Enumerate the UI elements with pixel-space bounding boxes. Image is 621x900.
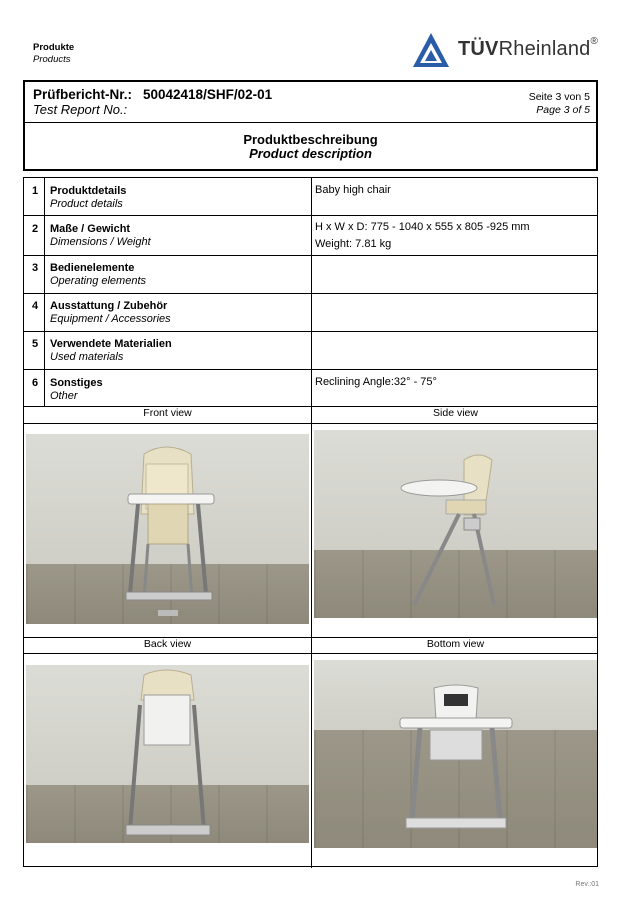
label-en: Used materials xyxy=(50,351,124,363)
row-number: 1 xyxy=(32,185,39,197)
high-chair-back-image xyxy=(26,665,309,843)
row-separator xyxy=(24,293,597,294)
label-en: Equipment / Accessories xyxy=(50,313,171,325)
row-value xyxy=(315,219,530,253)
tuv-logo xyxy=(412,32,602,68)
row-separator xyxy=(24,369,597,370)
row-label xyxy=(50,300,171,326)
row-number: 3 xyxy=(32,262,39,274)
label-en: Other xyxy=(50,390,78,402)
row-separator xyxy=(24,255,597,256)
label-en: Dimensions / Weight xyxy=(50,236,151,248)
logo-text xyxy=(458,38,598,61)
registered-mark: ® xyxy=(590,36,599,47)
report-number-label-de: Prüfbericht-Nr.: xyxy=(33,87,133,102)
report-number-row xyxy=(25,82,596,123)
row-value: Baby high chair xyxy=(315,184,391,196)
high-chair-bottom-image xyxy=(314,660,597,848)
report-header-box xyxy=(23,80,598,171)
title-en: Product description xyxy=(249,146,372,161)
row-separator xyxy=(24,423,597,424)
label-de: Maße / Gewicht xyxy=(50,223,131,235)
photo-side-view xyxy=(314,430,597,618)
row-label xyxy=(50,262,146,288)
row-separator xyxy=(24,653,597,654)
product-details-table xyxy=(23,177,598,867)
section-title-en: Products xyxy=(33,54,71,65)
row-separator xyxy=(24,215,597,216)
label-en: Operating elements xyxy=(50,275,146,287)
revision-label: Rev.:01 xyxy=(575,881,599,888)
title-de: Produktbeschreibung xyxy=(243,132,378,147)
triangle-logo-icon xyxy=(412,32,450,68)
high-chair-side-image xyxy=(314,430,597,618)
page-number-en: Page 3 of 5 xyxy=(536,104,590,116)
product-description-title xyxy=(25,133,596,161)
high-chair-front-image xyxy=(26,434,309,624)
header-section xyxy=(33,42,74,66)
report-number: 50042418/SHF/02-01 xyxy=(143,87,273,102)
page-number-de: Seite 3 von 5 xyxy=(528,91,590,103)
caption-back-view: Back view xyxy=(143,638,192,650)
label-de: Ausstattung / Zubehör xyxy=(50,300,168,312)
row-label xyxy=(50,377,103,403)
row-label xyxy=(50,338,172,364)
label-de: Sonstiges xyxy=(50,377,103,389)
row-number: 5 xyxy=(32,338,39,350)
col-divider-num xyxy=(44,178,45,406)
col-divider-value xyxy=(311,178,312,868)
photo-back-view xyxy=(26,665,309,843)
caption-front-view: Front view xyxy=(143,407,192,419)
row-separator xyxy=(24,331,597,332)
photo-bottom-view xyxy=(314,660,597,848)
weight-value: Weight: 7.81 kg xyxy=(315,238,392,250)
logo-text-rest: Rheinland xyxy=(498,38,591,60)
caption-bottom-view: Bottom view xyxy=(426,638,485,650)
photo-front-view xyxy=(26,434,309,624)
row-number: 2 xyxy=(32,223,39,235)
row-number: 4 xyxy=(32,300,39,312)
row-label xyxy=(50,185,126,211)
section-title-de: Produkte xyxy=(33,42,75,53)
label-de: Produktdetails xyxy=(50,185,127,197)
logo-text-bold: TÜV xyxy=(458,38,499,60)
label-de: Bedienelemente xyxy=(50,262,135,274)
row-label xyxy=(50,223,151,249)
report-number-label-en: Test Report No.: xyxy=(33,102,128,117)
row-value: Reclining Angle:32° - 75° xyxy=(315,376,437,388)
label-de: Verwendete Materialien xyxy=(50,338,172,350)
dimensions-value: H x W x D: 775 - 1040 x 555 x 805 -925 mm xyxy=(315,221,530,233)
row-number: 6 xyxy=(32,377,39,389)
caption-side-view: Side view xyxy=(433,407,478,419)
label-en: Product details xyxy=(50,198,123,210)
